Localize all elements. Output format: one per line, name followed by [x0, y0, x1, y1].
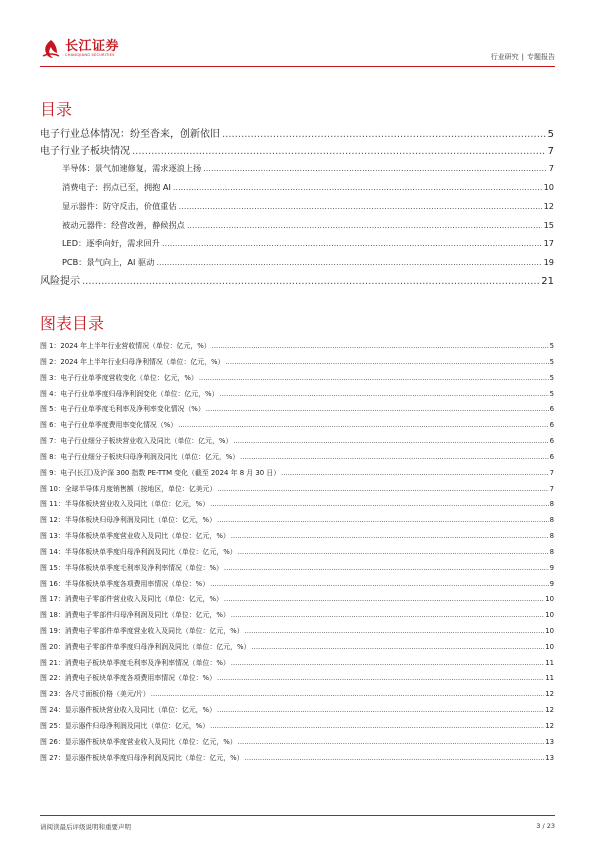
figure-item[interactable]: [40, 501, 554, 508]
toc-title: 目录: [40, 100, 73, 119]
figure-item[interactable]: [40, 691, 554, 698]
figure-leader-dots: [199, 375, 549, 382]
company-logo: [40, 36, 119, 62]
figure-leader-dots: [206, 406, 549, 413]
figure-item-label: 图 21：消费电子板块单季度毛利率及净利率情况（单位：%）: [40, 658, 230, 667]
figure-item-page: 5: [549, 389, 554, 398]
figure-item-page: 11: [545, 658, 554, 667]
figure-item-label: 图 6：电子行业单季度费用率变化情况（%）: [40, 421, 178, 430]
figure-item-label: 图 16：半导体板块单季度各项费用率情况（单位：%）: [40, 579, 210, 588]
figure-leader-dots: [225, 359, 548, 366]
figure-item[interactable]: [40, 359, 554, 366]
figure-item-label: 图 22：消费电子板块单季度各项费用率情况（单位：%）: [40, 674, 216, 683]
toc-item-label: 被动元器件：经营改善，静候拐点: [62, 220, 185, 230]
figure-item-page: 10: [545, 611, 554, 620]
figure-item-label: 图 23：各尺寸面板价格（美元/片）: [40, 690, 150, 699]
figure-item-label: 图 27：显示器件板块单季度归母净利润及同比（单位：亿元，%）: [40, 753, 244, 762]
toc-item-page: 21: [541, 276, 554, 287]
page-footer: [40, 815, 555, 831]
figure-leader-dots: [210, 723, 544, 730]
page-header: [40, 36, 555, 67]
figure-item-page: 11: [545, 674, 554, 683]
figure-item-page: 12: [545, 706, 554, 715]
figure-leader-dots: [238, 549, 549, 556]
figure-item[interactable]: [40, 628, 554, 635]
figure-item[interactable]: [40, 707, 554, 714]
figure-leader-dots: [210, 581, 549, 588]
figure-item-page: 8: [549, 532, 554, 540]
toc-item-label: 消费电子：拐点已至，拥抱 AI: [62, 182, 171, 192]
report-category: [491, 52, 555, 62]
figure-item[interactable]: [40, 739, 554, 746]
figure-item-label: 图 9：电子(长江)及沪深 300 指数 PE-TTM 变化（截至 2024 年 8 月 30 日）: [40, 468, 281, 477]
figure-item-label: 图 11：半导体板块营业收入及同比（单位：亿元，%）: [40, 500, 210, 509]
figure-item-page: 6: [549, 452, 554, 461]
figure-item-label: 图 10：全球半导体月度销售额（按地区，单位：亿美元）: [40, 484, 217, 493]
figure-leader-dots: [217, 517, 549, 524]
toc-item[interactable]: [40, 147, 554, 157]
figure-item-label: 图 18：消费电子零部件归母净利润及同比（单位：亿元，%）: [40, 611, 230, 620]
toc-item-page: 12: [543, 201, 554, 211]
toc-item-label: LED：逐季向好，需求回升: [62, 238, 160, 248]
figure-item-page: 8: [549, 547, 554, 556]
toc-item[interactable]: [62, 164, 554, 172]
figure-item[interactable]: [40, 549, 554, 556]
figure-item-label: 图 2：2024 年上半年行业归母净利情况（单位：亿元，%）: [40, 357, 225, 366]
figure-item-label: 图 24：显示器件板块营业收入及同比（单位：亿元，%）: [40, 706, 216, 715]
figure-item-page: 7: [549, 468, 554, 477]
toc-leader-dots: [179, 202, 542, 210]
figure-item-label: 图 12：半导体板块归母净利润及同比（单位：亿元，%）: [40, 516, 216, 525]
toc-item[interactable]: [40, 277, 554, 287]
figure-item[interactable]: [40, 391, 554, 398]
toc-leader-dots: [162, 239, 542, 247]
figure-item[interactable]: [40, 375, 554, 382]
logo-mark-icon: [40, 38, 62, 60]
figure-item[interactable]: [40, 454, 554, 461]
figure-item[interactable]: [40, 422, 554, 429]
figure-leader-dots: [245, 755, 545, 762]
figure-item-label: 图 20：消费电子零部件单季度归母净利润及同比（单位：亿元，%）: [40, 642, 251, 651]
figure-leader-dots: [224, 565, 549, 572]
toc-item[interactable]: [40, 130, 554, 140]
figure-leader-dots: [217, 707, 544, 714]
figure-item-page: 10: [545, 595, 554, 604]
logo-text: 长江证券: [65, 39, 120, 55]
toc-item-page: 7: [547, 146, 554, 157]
toc-leader-dots: [82, 277, 539, 287]
figure-leader-dots: [217, 486, 548, 493]
figure-leader-dots: [224, 596, 544, 603]
figure-item-label: 图 7：电子行业细分子板块营业收入及同比（单位：亿元，%）: [40, 437, 233, 445]
figure-item-page: 5: [549, 357, 554, 366]
figure-item-page: 8: [549, 500, 554, 509]
toc-item-label: 电子行业子板块情况: [40, 146, 130, 157]
figure-item-label: 图 5：电子行业单季度毛利率及净利率变化情况（%）: [40, 405, 205, 414]
page-number: 3 / 23: [536, 822, 555, 830]
toc-item-label: PCB：景气向上，AI 驱动: [62, 257, 155, 267]
figure-leader-dots: [251, 644, 544, 651]
logo-subtext: CHANGJIANG SECURITIES: [65, 53, 115, 58]
toc-item[interactable]: [62, 239, 554, 247]
figure-item-label: 图 8：电子行业细分子板块归母净利润及同比（单位：亿元，%）: [40, 452, 240, 461]
figure-item-label: 图 13：半导体板块单季度营业收入及同比（单位：亿元，%）: [40, 532, 230, 540]
figure-item[interactable]: [40, 533, 554, 540]
toc-item-page: 19: [543, 257, 554, 267]
toc-item-page: 7: [548, 163, 554, 173]
figure-item-page: 5: [549, 373, 554, 382]
figure-leader-dots: [245, 628, 545, 635]
figure-item-label: 图 17：消费电子零部件营业收入及同比（单位：亿元，%）: [40, 595, 223, 604]
figure-item-page: 6: [549, 437, 554, 445]
figure-item-label: 图 19：消费电子零部件单季度营业收入及同比（单位：亿元，%）: [40, 626, 244, 635]
figure-item[interactable]: [40, 581, 554, 588]
toc-item[interactable]: [62, 221, 554, 229]
category-label: 行业研究: [490, 53, 519, 61]
category-separator: |: [521, 53, 524, 61]
figure-item[interactable]: [40, 470, 554, 477]
figure-item[interactable]: [40, 644, 554, 651]
figure-leader-dots: [238, 739, 545, 746]
figure-leader-dots: [220, 391, 549, 398]
figure-item-label: 图 3：电子行业单季度营收变化（单位：亿元，%）: [40, 373, 198, 382]
figure-leader-dots: [233, 438, 548, 445]
figure-item-page: 10: [545, 642, 554, 651]
figure-item-label: 图 4：电子行业单季度归母净利润变化（单位：亿元，%）: [40, 389, 219, 398]
figure-item[interactable]: [40, 612, 554, 619]
figure-leader-dots: [231, 533, 549, 540]
figure-item[interactable]: [40, 486, 554, 493]
figure-item-page: 5: [549, 342, 554, 350]
figure-item-page: 13: [545, 737, 554, 746]
figure-leader-dots: [240, 454, 548, 461]
toc-leader-dots: [222, 130, 546, 140]
figure-leader-dots: [231, 660, 544, 667]
figure-item-page: 10: [545, 626, 554, 635]
figure-item[interactable]: [40, 517, 554, 524]
figure-item[interactable]: [40, 596, 554, 603]
figure-item-page: 9: [549, 579, 554, 588]
toc-item-label: 电子行业总体情况：纷至沓来，创新依旧: [40, 129, 220, 140]
figure-leader-dots: [210, 501, 549, 508]
figure-item-page: 12: [545, 721, 554, 730]
toc-item-page: 5: [547, 129, 554, 140]
figure-leader-dots: [212, 343, 549, 350]
figures-title: 图表目录: [40, 314, 105, 333]
figure-item-page: 12: [545, 690, 554, 699]
figure-item[interactable]: [40, 343, 554, 350]
figure-leader-dots: [178, 422, 548, 429]
figure-item-page: 13: [545, 753, 554, 762]
toc-item-label: 风险提示: [40, 276, 80, 287]
figure-item[interactable]: [40, 438, 554, 445]
toc-item[interactable]: [62, 258, 554, 266]
figure-item-page: 6: [549, 421, 554, 430]
report-type-label: 专题报告: [527, 53, 555, 61]
toc-leader-dots: [173, 183, 542, 191]
toc-item[interactable]: [62, 202, 554, 210]
figure-item-page: 6: [549, 405, 554, 414]
figure-item-page: 9: [549, 563, 554, 572]
figure-item-label: 图 26：显示器件板块单季度营业收入及同比（单位：亿元，%）: [40, 737, 237, 746]
figure-item[interactable]: [40, 406, 554, 413]
toc-item-page: 17: [543, 238, 554, 248]
toc-item-label: 显示器件：防守反击，价值重估: [62, 201, 177, 211]
toc-leader-dots: [203, 164, 547, 172]
toc-leader-dots: [132, 147, 546, 157]
figure-item[interactable]: [40, 660, 554, 667]
figure-leader-dots: [217, 675, 544, 682]
toc-leader-dots: [187, 221, 542, 229]
figure-leader-dots: [231, 612, 544, 619]
figure-item-page: 8: [549, 516, 554, 525]
figure-leader-dots: [151, 691, 544, 698]
figure-item[interactable]: [40, 723, 554, 730]
figure-item-label: 图 15：半导体板块单季度毛利率及净利率情况（单位：%）: [40, 563, 223, 572]
figure-item-label: 图 25：显示器件归母净利润及同比（单位：亿元，%）: [40, 721, 210, 730]
toc-item-page: 15: [543, 220, 554, 230]
figure-item-label: 图 1：2024 年上半年行业营收情况（单位：亿元，%）: [40, 342, 211, 350]
figure-leader-dots: [281, 470, 548, 477]
footer-disclaimer: 请阅读最后评级说明和重要声明: [40, 823, 131, 831]
figure-item-page: 7: [549, 484, 554, 493]
figure-item[interactable]: [40, 755, 554, 762]
toc-item-label: 半导体：景气加速修复，需求逐浪上扬: [62, 163, 202, 173]
toc-item-page: 10: [543, 182, 554, 192]
figure-item[interactable]: [40, 675, 554, 682]
toc-item[interactable]: [62, 183, 554, 191]
figure-item[interactable]: [40, 565, 554, 572]
figure-item-label: 图 14：半导体板块单季度归母净利润及同比（单位：亿元，%）: [40, 547, 237, 556]
toc-leader-dots: [156, 258, 541, 266]
